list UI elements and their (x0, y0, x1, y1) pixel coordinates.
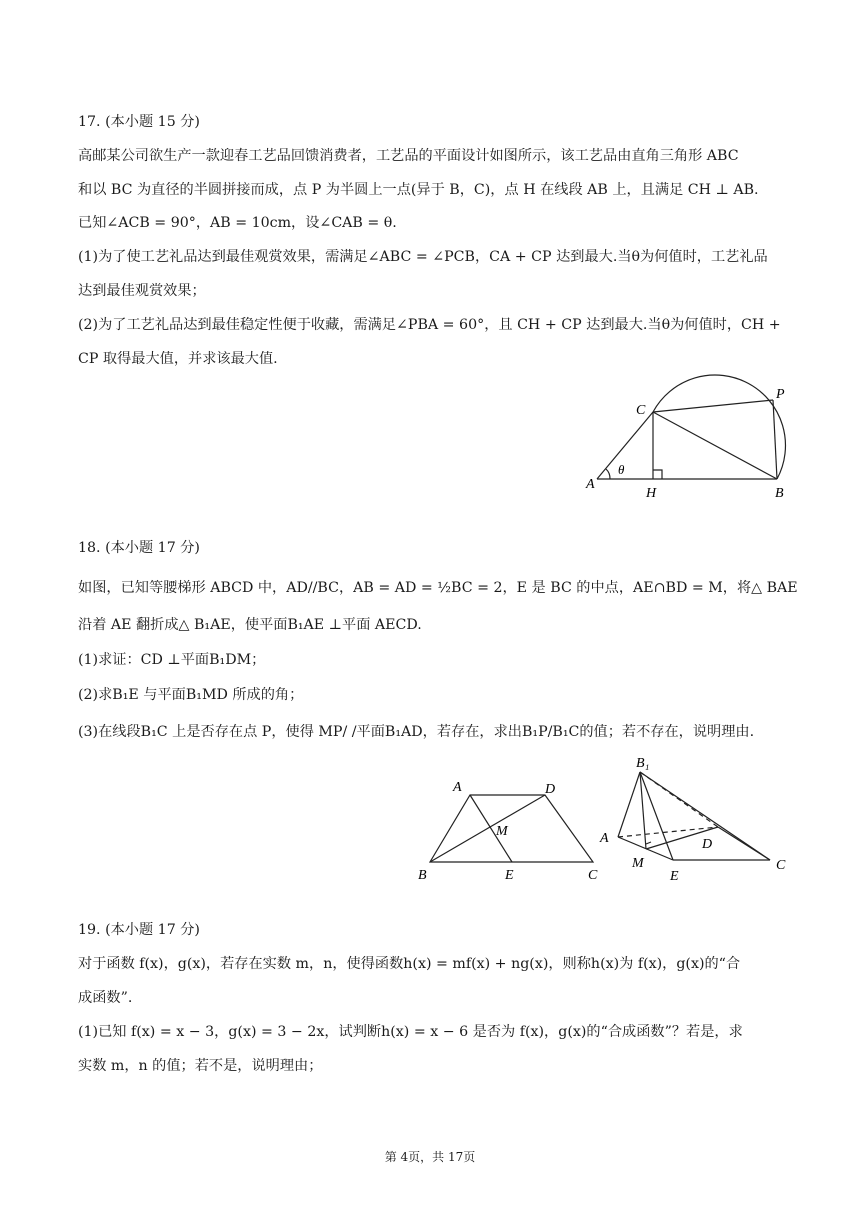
segment-AC (597, 412, 653, 479)
q18-figure-trapezoid (410, 775, 610, 885)
trapezoid-ABCD (430, 795, 593, 862)
segment-DC (718, 827, 770, 860)
segment-B1A (618, 772, 640, 837)
q19-line-2: 成函数”. (78, 990, 133, 1006)
q18-line-1: 如图，已知等腰梯形 ABCD 中，AD//BC，AB = AD = ½BC = 2，E 是 BC 的中点，AE∩BD = M，将△ BAE (78, 580, 798, 596)
segment-CP (653, 400, 773, 412)
right-angle-mark (653, 470, 662, 479)
label-B: B (418, 868, 427, 883)
label-E: E (670, 869, 679, 884)
q18-header: 18. (本小题 17 分) (78, 540, 200, 556)
label-D: D (545, 782, 556, 797)
label-B: B (775, 486, 784, 501)
q18-part-1: (1)求证：CD ⊥平面B₁DM； (78, 652, 266, 668)
label-C: C (588, 868, 598, 883)
label-A: A (586, 477, 595, 492)
segment-CB (653, 412, 777, 479)
label-B1: B₁ (636, 756, 650, 771)
semicircle-arc (653, 375, 785, 479)
segment-B1M (640, 772, 646, 849)
angle-arc (606, 469, 610, 479)
label-D: D (702, 837, 713, 852)
q18-figure-folded (590, 752, 800, 887)
q19-part-1-cont: 实数 m，n 的值；若不是，说明理由； (78, 1058, 323, 1074)
segment-BD (430, 795, 545, 862)
label-E: E (505, 868, 514, 883)
segment-B1E (640, 772, 673, 860)
q17-part-1-cont: 达到最佳观赏效果； (78, 283, 206, 299)
label-C: C (636, 403, 646, 418)
label-M: M (632, 856, 644, 871)
label-P: P (776, 387, 785, 402)
right-angle-mark (646, 842, 651, 844)
label-A: A (600, 831, 609, 846)
q19-line-1: 对于函数 f(x)，g(x)，若存在实数 m，n，使得函数h(x) = mf(x) + ng(x)，则称h(x)为 f(x)，g(x)的“合 (78, 956, 741, 972)
q17-part-2-cont: CP 取得最大值，并求该最大值. (78, 351, 278, 367)
q17-part-1: (1)为了使工艺礼品达到最佳观赏效果，需满足∠ABC = ∠PCB，CA + CP 达到最大.当θ为何值时，工艺礼品 (78, 249, 768, 265)
page-footer: 第 4页，共 17页 (384, 1150, 476, 1164)
q18-part-3: (3)在线段B₁C 上是否存在点 P，使得 MP/ /平面B₁AD，若存在，求出B₁P/B₁C的值；若不存在，说明理由. (78, 724, 755, 740)
q18-line-2: 沿着 AE 翻折成△ B₁AE，使平面B₁AE ⊥平面 AECD. (78, 617, 422, 633)
label-A: A (453, 780, 462, 795)
q17-line-1: 高邮某公司欲生产一款迎春工艺品回馈消费者，工艺品的平面设计如图所示，该工艺品由直角三角形 ABC (78, 148, 739, 164)
label-C: C (776, 858, 786, 873)
q17-figure (580, 370, 795, 505)
q19-header: 19. (本小题 17 分) (78, 922, 200, 938)
label-M: M (496, 824, 508, 839)
q17-line-2: 和以 BC 为直径的半圆拼接而成，点 P 为半圆上一点(异于 B，C)，点 H 在线段 AB 上，且满足 CH ⊥ AB. (78, 182, 759, 198)
q17-part-2: (2)为了工艺礼品达到最佳稳定性便于收藏，需满足∠PBA = 60°，且 CH + CP 达到最大.当θ为何值时，CH + (78, 317, 781, 333)
q18-part-2: (2)求B₁E 与平面B₁MD 所成的角； (78, 687, 304, 703)
label-H: H (646, 486, 657, 501)
q17-line-3: 已知∠ACB = 90°，AB = 10cm，设∠CAB = θ. (78, 215, 397, 231)
q17-header: 17. (本小题 15 分) (78, 114, 200, 130)
label-theta: θ (618, 462, 625, 477)
q19-part-1: (1)已知 f(x) = x − 3，g(x) = 3 − 2x，试判断h(x) = x − 6 是否为 f(x)，g(x)的“合成函数”？若是，求 (78, 1024, 743, 1040)
